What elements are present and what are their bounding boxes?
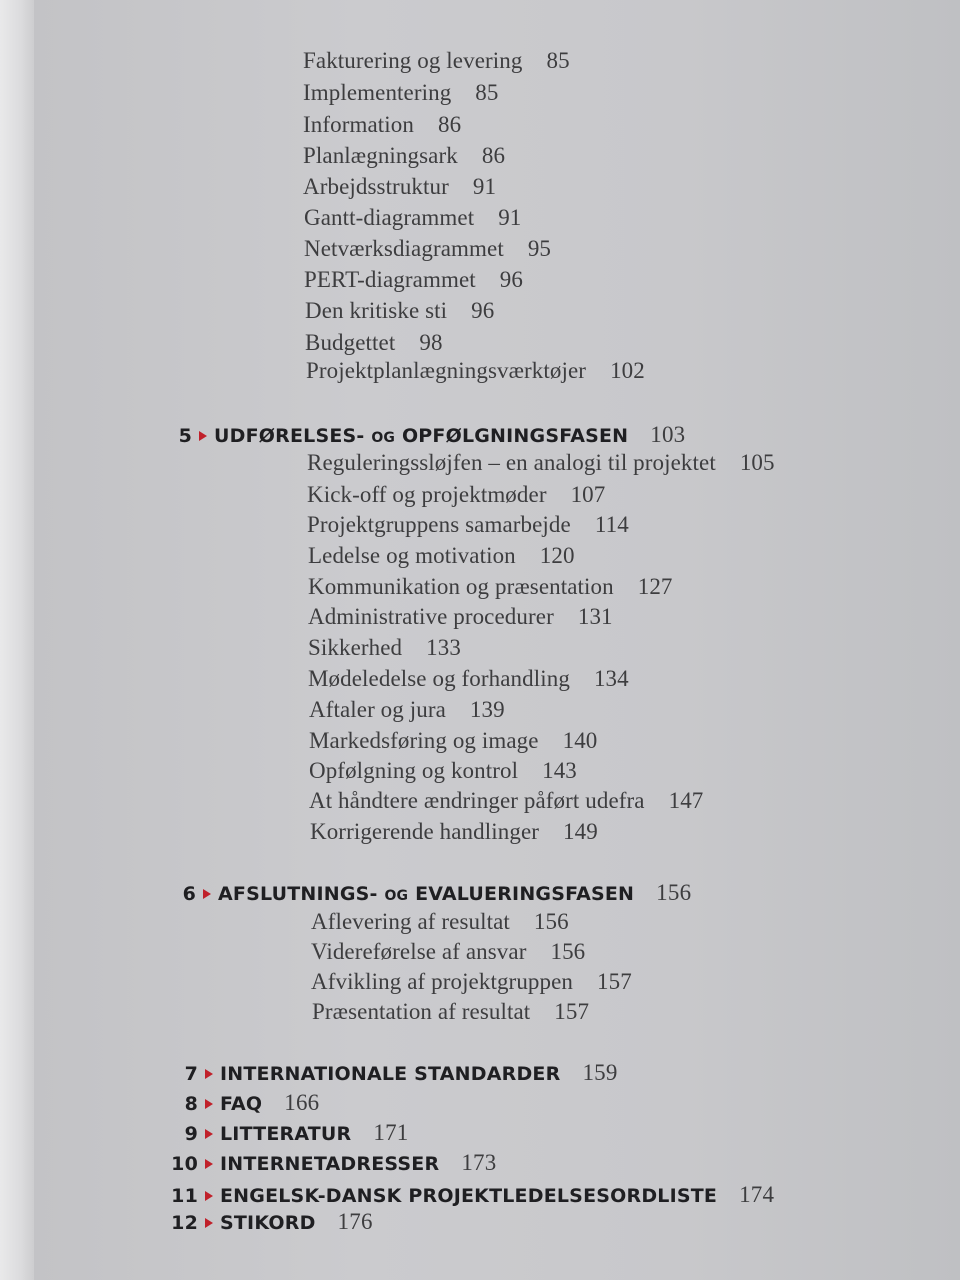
- toc-entry: [303, 48, 570, 74]
- toc-entry-title: PERT-diagrammet: [304, 267, 476, 292]
- toc-entry-page: 120: [539, 543, 575, 568]
- toc-entry: [309, 697, 505, 723]
- toc-entry: [308, 543, 575, 569]
- toc-entry-page: 95: [527, 236, 552, 261]
- chapter-number: 7: [184, 1063, 198, 1085]
- toc-entry: [311, 969, 632, 995]
- toc-entry: [308, 574, 673, 600]
- toc-entry-page: 143: [542, 758, 577, 783]
- toc-entry-title: Kommunikation og præsentation: [308, 574, 614, 599]
- toc-entry-page: 98: [419, 330, 443, 355]
- arrow-icon: [205, 1069, 213, 1079]
- toc-entry-page: 86: [437, 112, 462, 137]
- toc-entry: [309, 728, 597, 754]
- toc-entry: [310, 819, 598, 845]
- toc-entry: [305, 330, 443, 356]
- chapter-title-part: OG: [371, 430, 396, 446]
- toc-entry-page: 85: [475, 80, 499, 105]
- arrow-icon: [205, 1191, 213, 1201]
- book-page: [34, 0, 960, 1280]
- toc-entry-title: At håndtere ændringer påført udefra: [309, 788, 645, 813]
- toc-entry: [305, 298, 494, 324]
- toc-entry-page: 134: [593, 666, 629, 691]
- toc-entry-page: 139: [469, 697, 505, 722]
- toc-entry-page: 102: [610, 358, 645, 383]
- toc-entry-page: 157: [554, 999, 590, 1024]
- toc-entry-title: Arbejdsstruktur: [303, 174, 449, 199]
- chapter-number: 10: [171, 1153, 198, 1175]
- toc-entry-page: 140: [562, 728, 598, 753]
- toc-entry-page: 105: [739, 450, 775, 475]
- toc-entry-page: 85: [546, 48, 570, 73]
- toc-entry: [308, 604, 613, 630]
- toc-entry-page: 149: [563, 819, 598, 844]
- chapter-title: INTERNATIONALE STANDARDER: [220, 1063, 561, 1085]
- toc-entry: [304, 267, 523, 293]
- toc-entry: [309, 788, 703, 814]
- toc-entry-page: 96: [471, 298, 495, 323]
- toc-entry-title: Budgettet: [305, 330, 396, 355]
- chapter-title: STIKORD: [220, 1212, 316, 1234]
- toc-entry: [311, 939, 585, 965]
- arrow-icon: [205, 1099, 213, 1109]
- toc-entry-page: 157: [597, 969, 632, 994]
- toc-entry-page: 131: [577, 604, 613, 629]
- toc-entry: [304, 205, 521, 231]
- chapter-title-part: OPFØLGNINGSFASEN: [401, 425, 629, 447]
- toc-entry: [304, 236, 551, 262]
- toc-entry-title: Den kritiske sti: [305, 298, 448, 323]
- chapter-page: 171: [373, 1120, 409, 1145]
- toc-entry-page: 107: [570, 482, 606, 507]
- chapter-title-part: UDFØRELSES-: [214, 425, 365, 447]
- chapter-page: 174: [739, 1182, 775, 1207]
- chapter-number: 6: [182, 883, 196, 905]
- toc-entry-page: 156: [550, 939, 586, 964]
- toc-entry: [307, 450, 775, 476]
- toc-entry-title: Administrative procedurer: [308, 604, 554, 629]
- chapter-heading: [170, 422, 685, 448]
- toc-entry-title: Projektgruppens samarbejde: [307, 512, 571, 537]
- toc-entry: [312, 999, 589, 1025]
- toc-entry: [308, 635, 461, 661]
- chapter-page: 173: [461, 1150, 497, 1175]
- toc-entry-page: 156: [533, 909, 569, 934]
- toc-entry-page: 127: [637, 574, 673, 599]
- toc-entry-title: Videreførelse af ansvar: [311, 939, 527, 964]
- chapter-heading: [174, 880, 691, 906]
- arrow-icon: [205, 1129, 213, 1139]
- toc-entry-page: 114: [594, 512, 629, 537]
- toc-entry-page: 91: [498, 205, 522, 230]
- toc-entry-page: 91: [472, 174, 497, 199]
- toc-entry-title: Kick-off og projektmøder: [307, 482, 547, 507]
- toc-entry-title: Reguleringssløjfen – en analogi til projektet: [307, 450, 716, 475]
- toc-entry-title: Fakturering og levering: [303, 48, 523, 73]
- toc-entry: [311, 909, 569, 935]
- chapter-title: LITTERATUR: [220, 1123, 352, 1145]
- toc-entry-title: Afvikling af projektgruppen: [311, 969, 574, 994]
- toc-entry: [306, 358, 645, 384]
- toc-entry-title: Projektplanlægningsværktøjer: [306, 358, 587, 383]
- toc-entry-page: 147: [668, 788, 704, 813]
- toc-entry-title: Information: [303, 112, 414, 137]
- toc-entry: [303, 112, 461, 138]
- toc-entry: [307, 512, 629, 538]
- toc-entry-title: Mødeledelse og forhandling: [308, 666, 570, 691]
- chapter-heading: [168, 1182, 774, 1208]
- chapter-heading: [176, 1090, 319, 1116]
- toc-entry-title: Opfølgning og kontrol: [309, 758, 519, 783]
- toc-entry-title: Aftaler og jura: [309, 697, 446, 722]
- toc-entry-page: 133: [426, 635, 461, 660]
- toc-entry-page: 86: [481, 143, 506, 168]
- toc-entry-title: Markedsføring og image: [309, 728, 539, 753]
- chapter-number: 11: [171, 1185, 198, 1207]
- chapter-title-part: AFSLUTNINGS-: [218, 883, 378, 905]
- toc-entry: [309, 758, 577, 784]
- chapter-number: 12: [171, 1212, 198, 1234]
- page-edge: [0, 0, 34, 1280]
- toc-entry-title: Implementering: [303, 80, 452, 105]
- toc-entry: [303, 143, 505, 169]
- chapter-heading: [176, 1120, 409, 1146]
- toc-entry: [303, 80, 499, 106]
- chapter-heading: [168, 1150, 496, 1176]
- arrow-icon: [205, 1218, 213, 1228]
- chapter-heading: [168, 1209, 373, 1235]
- chapter-number: 9: [184, 1123, 198, 1145]
- toc-entry: [308, 666, 629, 692]
- chapter-title-part: OG: [384, 888, 409, 904]
- toc-entry-title: Ledelse og motivation: [308, 543, 516, 568]
- toc-entry-title: Sikkerhed: [308, 635, 403, 660]
- chapter-title: ENGELSK-DANSK PROJEKTLEDELSESORDLISTE: [220, 1185, 718, 1207]
- toc-entry-title: Planlægningsark: [303, 143, 458, 168]
- toc-entry-title: Aflevering af resultat: [311, 909, 510, 934]
- chapter-page: 166: [284, 1090, 320, 1115]
- chapter-page: 176: [337, 1209, 373, 1234]
- toc-entry-title: Korrigerende handlinger: [310, 819, 540, 844]
- arrow-icon: [203, 889, 211, 899]
- chapter-heading: [176, 1060, 618, 1086]
- chapter-title: FAQ: [220, 1093, 263, 1115]
- chapter-number: 5: [178, 425, 192, 447]
- chapter-page: 159: [582, 1060, 618, 1085]
- chapter-number: 8: [184, 1093, 198, 1115]
- chapter-page: 156: [656, 880, 692, 905]
- toc-entry-title: Netværksdiagrammet: [304, 236, 504, 261]
- arrow-icon: [199, 431, 207, 441]
- chapter-title: INTERNETADRESSER: [220, 1153, 440, 1175]
- arrow-icon: [205, 1159, 213, 1169]
- chapter-page: 103: [650, 422, 686, 447]
- toc-entry-title: Gantt-diagrammet: [304, 205, 475, 230]
- toc-entry: [303, 174, 496, 200]
- toc-entry: [307, 482, 605, 508]
- toc-entry-title: Præsentation af resultat: [312, 999, 531, 1024]
- chapter-title-part: EVALUERINGSFASEN: [415, 883, 635, 905]
- toc-entry-page: 96: [499, 267, 523, 292]
